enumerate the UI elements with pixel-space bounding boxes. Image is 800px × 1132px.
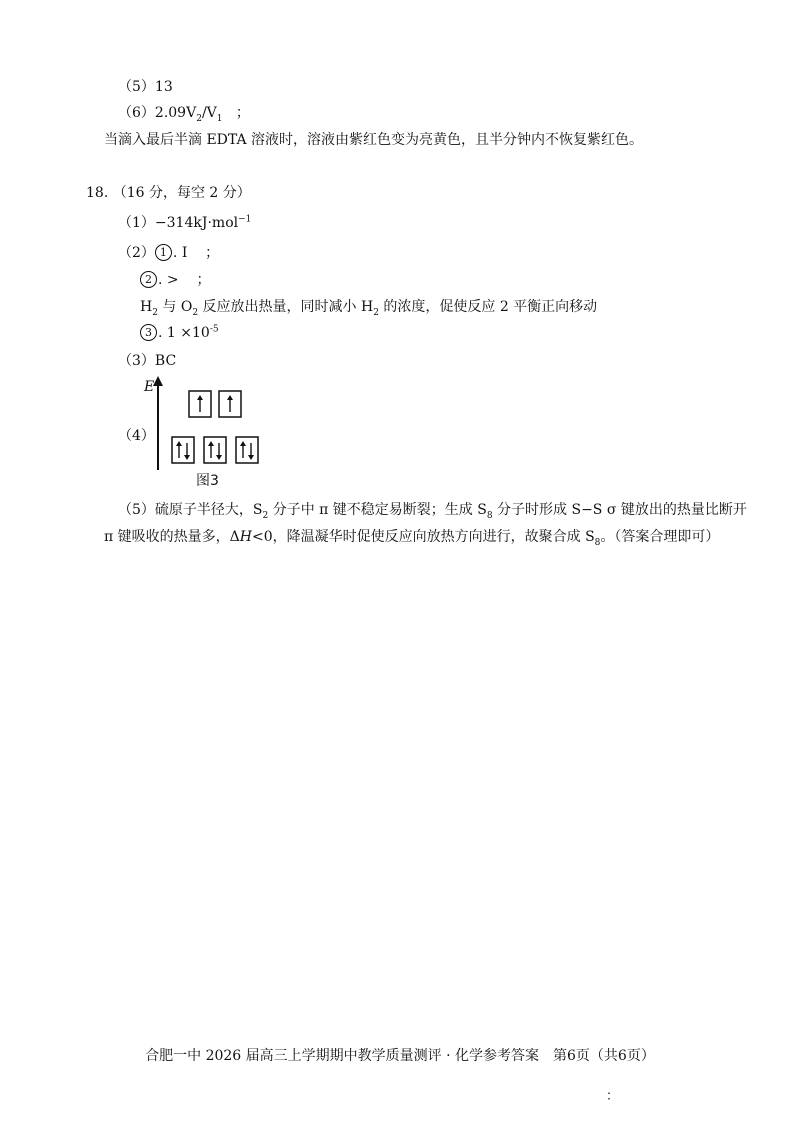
- answer-text: 2.09V: [154, 105, 197, 121]
- page-footer: 合肥一中 2026 届高三上学期期中教学质量测评 · 化学参考答案 第6页（共6页）: [145, 1048, 655, 1064]
- text-run: 分子时形成 S−S σ 键放出的热量比断开: [492, 502, 747, 518]
- subscript: 2: [192, 307, 199, 318]
- lower-orbital-1: [172, 437, 194, 463]
- lower-orbital-2: [204, 437, 226, 463]
- q18-part5-line1: [118, 501, 747, 519]
- subscript: 2: [373, 307, 379, 318]
- text-run-italic: H: [239, 529, 252, 545]
- part-label: （3）: [118, 353, 155, 369]
- answer-text: BC: [154, 353, 177, 369]
- circled-number: 1: [155, 244, 172, 261]
- subscript: 8: [486, 510, 493, 521]
- text-run: 硫原子半径大，S: [154, 502, 263, 518]
- energy-axis-arrowhead: [153, 376, 163, 386]
- separator: ；: [205, 245, 220, 261]
- subscript: 2: [262, 510, 269, 521]
- text-run: 的浓度，促使反应 2 平衡正向移动: [378, 299, 598, 315]
- part-label: （2）: [118, 245, 155, 261]
- text-run: 。（答案合理即可）: [600, 529, 720, 545]
- circled-number: 3: [140, 324, 157, 341]
- subscript: 2: [152, 307, 158, 318]
- separator: ；: [196, 272, 211, 288]
- part-label: （1）: [118, 215, 155, 231]
- part-label: （5）: [118, 79, 155, 95]
- subscript: 2: [196, 113, 202, 124]
- energy-axis-label: E: [144, 379, 155, 395]
- answer-text: −314kJ·mol: [154, 215, 239, 231]
- q18-header: 18. （16 分，每空 2 分）: [86, 185, 251, 201]
- answer-text: . I: [172, 245, 188, 261]
- footer-mark: ：: [606, 1089, 620, 1104]
- answer-text: . 1 ×10: [158, 325, 210, 341]
- upper-orbital-2: [219, 391, 241, 417]
- text-run: H: [140, 299, 153, 315]
- q18-part4-label: （4）: [118, 428, 155, 444]
- separator: ；: [235, 105, 250, 121]
- subscript: 1: [216, 113, 223, 124]
- superscript: -5: [209, 324, 219, 335]
- q18-part5-line2: [104, 528, 719, 546]
- circled-number: 2: [140, 271, 157, 288]
- figure-caption: 图3: [196, 473, 219, 489]
- answer-text: . >: [158, 272, 179, 288]
- part-label: （5）: [118, 502, 155, 518]
- answer-text: 13: [154, 79, 173, 95]
- upper-orbital-1: [189, 391, 211, 417]
- q17-part6-explanation: 当滴入最后半滴 EDTA 溶液时，溶液由紫红色变为亮黄色，且半分钟内不恢复紫红色。: [104, 132, 644, 148]
- lower-orbital-3: [236, 437, 258, 463]
- text-run: 与 O: [157, 299, 193, 315]
- text-run: π 键吸收的热量多，Δ: [104, 529, 240, 545]
- text-run: <0，降温凝华时促使反应向放热方向进行，故聚合成 S: [251, 529, 595, 545]
- answer-text: /V: [201, 105, 217, 121]
- subscript: 8: [594, 537, 601, 548]
- text-run: 分子中 π 键不稳定易断裂；生成 S: [268, 502, 487, 518]
- part-label: （6）: [118, 105, 155, 121]
- text-run: 反应放出热量，同时减小 H: [198, 299, 374, 315]
- superscript: −1: [238, 214, 252, 225]
- orbital-diagram: [0, 0, 800, 500]
